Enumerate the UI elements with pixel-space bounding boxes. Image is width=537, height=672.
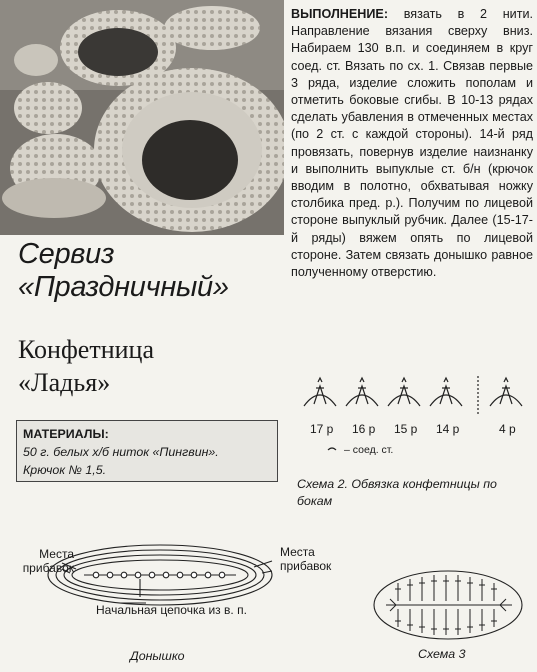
- series-title-line2: «Праздничный»: [18, 271, 229, 303]
- scheme2-motif-14: [430, 378, 462, 406]
- scheme2-row-4: 4 р: [499, 422, 516, 436]
- instructions-lead: ВЫПОЛНЕНИЕ:: [291, 7, 389, 21]
- bottom-left-label: Места прибавок: [22, 547, 74, 575]
- scheme2-caption: Схема 2. Обвязка конфетницы по бокам: [297, 477, 497, 508]
- scheme3-oval-diagram: [374, 571, 522, 639]
- item-title-line2: «Ладья»: [18, 368, 111, 397]
- scheme2-motif-4: [490, 378, 522, 406]
- materials-box: [16, 420, 278, 482]
- scheme2-legend: – соед. ст.: [344, 444, 394, 456]
- bottom-right-label: Места прибавок: [280, 545, 332, 573]
- scheme2-row-14: 14 р: [436, 422, 460, 436]
- materials-line2: Крючок № 1,5.: [23, 463, 107, 477]
- series-title-line1: Сервиз: [18, 238, 115, 270]
- scheme2-motif-15: [388, 378, 420, 406]
- scheme2-motif-16: [346, 378, 378, 406]
- bottom-caption: Донышко: [130, 649, 185, 663]
- scheme2-row-15: 15 р: [394, 422, 418, 436]
- scheme2-diagram: [296, 374, 532, 454]
- scheme2-row-17: 17 р: [310, 422, 334, 436]
- bottom-diagrams: [0, 525, 537, 667]
- product-photo: [0, 0, 284, 235]
- materials-line1: 50 г. белых х/б ниток «Пингвин».: [23, 445, 219, 459]
- instructions-body: вязать в 2 нити. Направление вязания сверху вниз. Набираем 130 в.п. и соединяем в круг соед. ст. Вязать по сх. 1. Связав первые 3 ряда, изделие сложить пополам и отметить боковые сгибы. В 10-13 рядах сделать убавления в отмеченных местах (по 2 ст. с каждой стороны). 14-й ряд провязать, повернув изделие наизнанку и выполнить выпуклые ст. б/н (крючок вводим в полотно, обхватывая ножку столбика пред. р.). Получим по лицевой стороне выпуклый рубчик. Далее (15-17-й ряды) вяжем опять по лицевой стороне. Затем связать донышко равное полученному отверстию.: [291, 7, 533, 280]
- bottom-chain-label: Начальная цепочка из в. п.: [96, 603, 247, 617]
- item-title-line1: Конфетница: [18, 335, 154, 364]
- scheme2-row-16: 16 р: [352, 422, 376, 436]
- instructions-text: [291, 6, 533, 281]
- materials-heading: МАТЕРИАЛЫ:: [23, 427, 109, 441]
- bottom-oval-diagram: [48, 545, 272, 605]
- series-title: [18, 238, 229, 304]
- scheme3-caption: Схема 3: [418, 647, 466, 661]
- scheme2-motif-17: [304, 378, 336, 406]
- item-title: [18, 333, 154, 399]
